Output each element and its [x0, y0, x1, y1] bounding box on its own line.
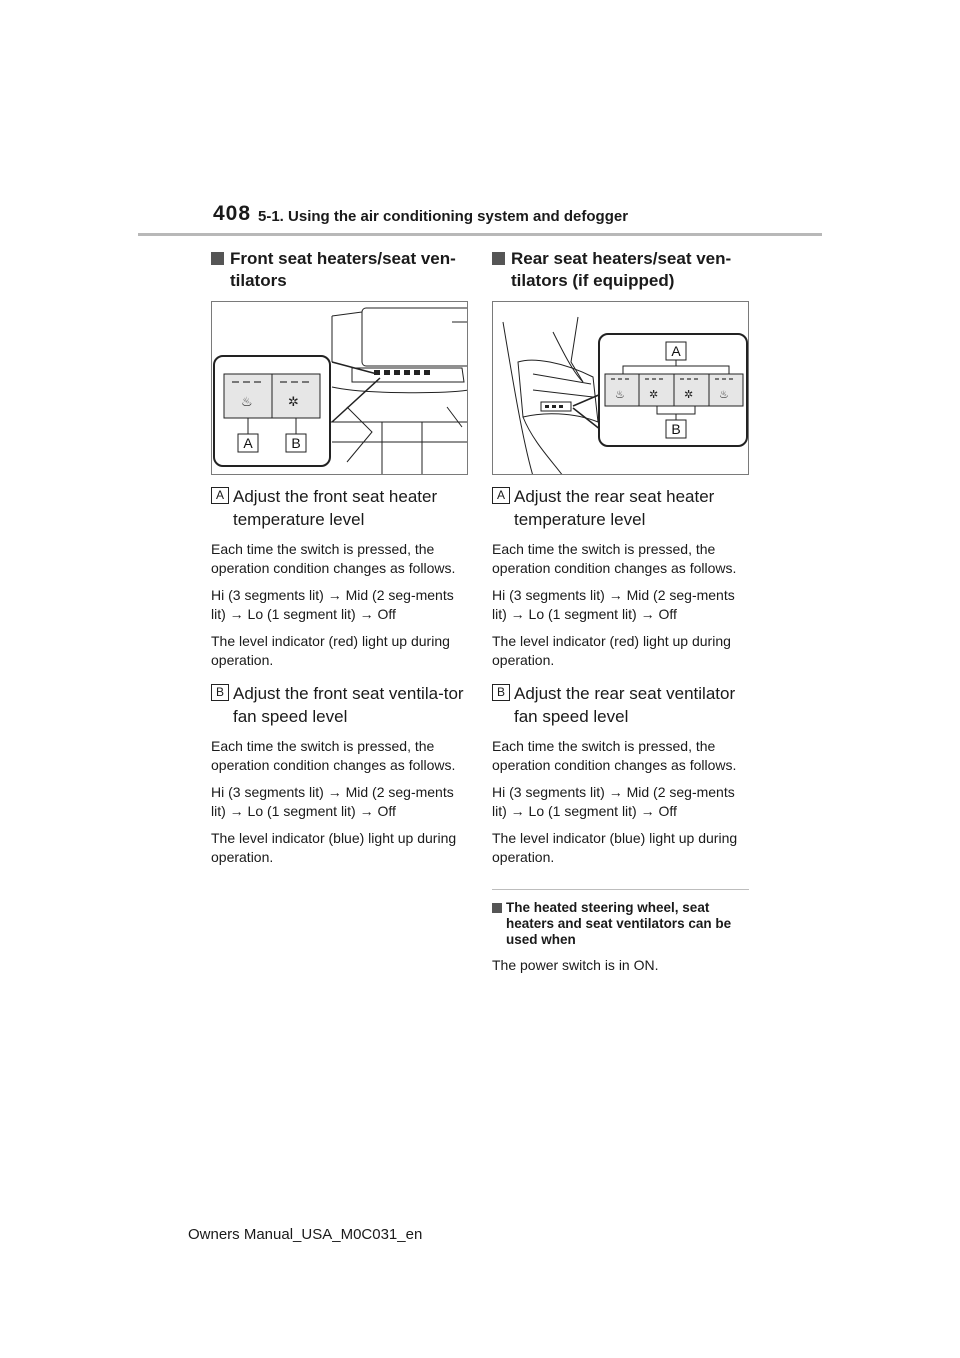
note-body: The power switch is in ON.	[492, 957, 659, 973]
rear-seat-heading	[492, 248, 750, 298]
rear-heater-p1: Each time the switch is pressed, the operation condition changes as follows.	[492, 541, 737, 576]
rear-heater-item	[492, 485, 750, 670]
bullet-square-icon	[492, 903, 502, 913]
svg-text:✲: ✲	[684, 388, 694, 401]
rear-fig-label-b: B	[671, 421, 681, 437]
front-heater-heading: Adjust the front seat heater temperature level	[233, 487, 438, 529]
section-title: 5-1. Using the air conditioning system and defogger	[258, 208, 629, 225]
svg-text:♨: ♨	[719, 388, 729, 401]
tag-a: A	[492, 487, 510, 504]
front-seat-switch-illustration	[211, 301, 468, 475]
rear-ventilator-p1: Each time the switch is pressed, the operation condition changes as follows.	[492, 738, 737, 773]
front-fig-label-a: A	[243, 435, 253, 451]
front-seat-heading-text: Front seat heaters/seat ven- tilators	[230, 249, 456, 290]
rear-ventilator-item	[492, 682, 750, 867]
header-rule	[138, 233, 822, 236]
svg-text:♨: ♨	[241, 395, 253, 410]
front-seat-column	[211, 248, 469, 867]
front-heater-item	[211, 485, 469, 670]
front-ventilator-item	[211, 682, 469, 867]
rear-heater-p3: The level indicator (red) light up during operation.	[492, 633, 731, 668]
rear-ventilator-p3: The level indicator (blue) light up during operation.	[492, 830, 738, 865]
front-ventilator-p2: Hi (3 segments lit) → Mid (2 seg-ments lit) → Lo (1 segment lit) → Off	[211, 784, 454, 819]
svg-text:✲: ✲	[288, 395, 299, 410]
page-number: 408	[213, 202, 252, 225]
rear-heater-heading: Adjust the rear seat heater temperature level	[514, 487, 715, 529]
rear-fig-label-a: A	[671, 343, 681, 359]
footer-manual-id: Owners Manual_USA_M0C031_en	[188, 1226, 423, 1243]
svg-text:✲: ✲	[649, 388, 659, 401]
front-heater-p2: Hi (3 segments lit) → Mid (2 seg-ments lit) → Lo (1 segment lit) → Off	[211, 587, 454, 622]
tag-b: B	[211, 684, 229, 701]
rear-seat-switch-illustration	[492, 301, 749, 475]
rear-console-drawing	[493, 302, 749, 475]
rear-ventilator-heading: Adjust the rear seat ventilator fan speed level	[514, 684, 736, 726]
note-divider	[492, 889, 749, 890]
rear-ventilator-p2: Hi (3 segments lit) → Mid (2 seg-ments lit) → Lo (1 segment lit) → Off	[492, 784, 735, 819]
svg-text:♨: ♨	[615, 388, 625, 401]
front-fig-label-b: B	[291, 435, 301, 451]
front-heater-p1: Each time the switch is pressed, the operation condition changes as follows.	[211, 541, 456, 576]
front-console-drawing	[212, 302, 468, 475]
front-seat-heading	[211, 248, 469, 298]
rear-seat-heading-text: Rear seat heaters/seat ven- tilators (if equipped)	[511, 249, 732, 290]
front-ventilator-heading: Adjust the front seat ventila-tor fan speed level	[233, 684, 464, 726]
tag-b: B	[492, 684, 510, 701]
note-heading	[492, 900, 750, 948]
front-ventilator-p3: The level indicator (blue) light up during operation.	[211, 830, 457, 865]
front-ventilator-p1: Each time the switch is pressed, the operation condition changes as follows.	[211, 738, 456, 773]
rear-seat-column	[492, 248, 750, 975]
rear-heater-p2: Hi (3 segments lit) → Mid (2 seg-ments lit) → Lo (1 segment lit) → Off	[492, 587, 735, 622]
bullet-square-icon	[492, 252, 505, 265]
tag-a: A	[211, 487, 229, 504]
note-heading-text: The heated steering wheel, seat heaters and seat ventilators can be used when	[506, 900, 732, 947]
front-heater-p3: The level indicator (red) light up during operation.	[211, 633, 450, 668]
bullet-square-icon	[211, 252, 224, 265]
